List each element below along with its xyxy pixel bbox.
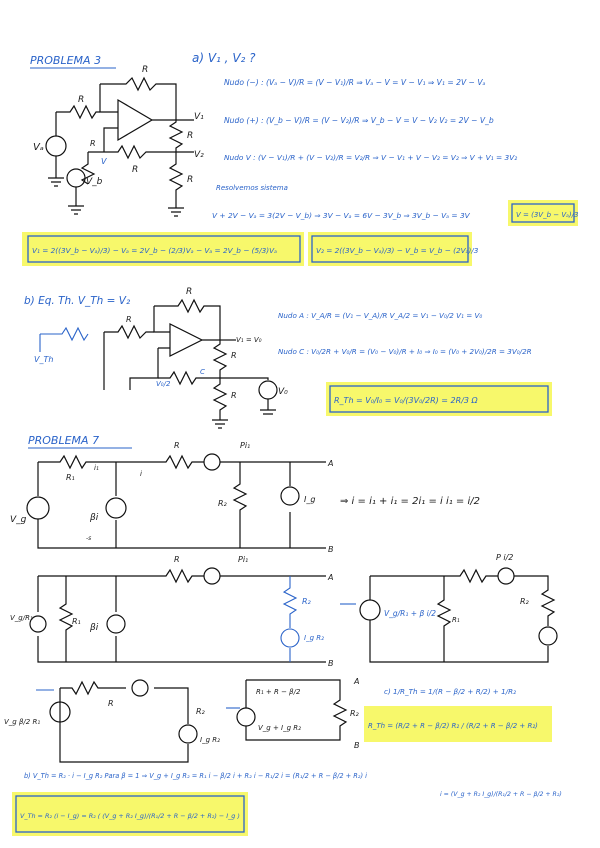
label-r-mid: R	[187, 131, 194, 141]
top-wire-c	[370, 570, 498, 582]
dependent-current-source-b	[107, 615, 125, 633]
label-i: i	[140, 470, 142, 478]
eq-node-minus: Nudo (−) : (Vₐ − V)/R = (V − V₁)/R ⇒ Vₐ − V = V − V₁ ⇒ V₁ = 2V − Vₐ	[224, 78, 486, 87]
circuit-7d	[4, 680, 220, 762]
opamp-symbol	[118, 100, 152, 140]
label-r-b1: R	[231, 351, 237, 360]
label-a-e: A	[354, 677, 360, 686]
label-node-v: V	[101, 157, 107, 166]
wire	[104, 128, 118, 152]
ground	[68, 187, 84, 214]
resistor-r1-c	[438, 576, 450, 662]
circuit-7a	[10, 441, 334, 554]
label-vo-src: V₀	[278, 387, 288, 397]
result-rth-b: R_Th = V₀/I₀ = V₀/(3V₀/2R) = 2R/3 Ω	[334, 396, 478, 405]
ground	[260, 399, 276, 414]
label-beta-i-b: βi	[90, 623, 99, 633]
resistor-in-b	[104, 326, 154, 338]
ground	[212, 420, 228, 428]
circuit-b	[34, 287, 288, 428]
problem3-title: PROBLEMA 3	[30, 54, 102, 67]
resistor-r-b3	[214, 378, 226, 420]
loop-c	[370, 576, 554, 662]
label-pi2: P i/2	[496, 553, 514, 562]
label-r1: R₁	[66, 473, 75, 482]
dependent-current-source	[106, 498, 126, 518]
source-vo	[259, 381, 277, 399]
wire	[154, 306, 170, 332]
label-r2-d: R₂	[196, 707, 205, 716]
label-r2: R₂	[218, 499, 227, 508]
label-va: Vₐ	[33, 142, 44, 153]
label-r-ground: R	[90, 139, 96, 148]
thevenin-resistor	[40, 328, 88, 340]
resistor-r-low	[170, 152, 182, 208]
label-igr2-d: I_g R₂	[200, 736, 220, 744]
resistor-r2	[234, 462, 246, 548]
label-v2: V₂	[194, 150, 204, 160]
eq-i-result: i = (V_g + R₂ I_g)/(R₁/2 + R − β/2 + R₂)	[440, 791, 562, 798]
label-r-feedback: R	[142, 65, 149, 75]
label-vo2: V₀/2	[156, 380, 171, 388]
label-b: B	[328, 545, 334, 554]
label-v1: V₁	[194, 112, 204, 122]
label-v1-vo: V₁ = V₀	[236, 336, 262, 344]
circuit-7c	[340, 553, 557, 662]
part-a-question: a) V₁ , V₂ ?	[192, 51, 256, 65]
result-rth: R_Th = (R/2 + R − β/2) R₂ / (R/2 + R − β/2 + R₂)	[368, 722, 538, 730]
resistor-r1-b	[60, 576, 72, 662]
label-pi1-b: Pi₁	[238, 555, 249, 564]
label-r2-b: R₂	[302, 597, 311, 606]
ground	[168, 208, 184, 216]
label-r-in-b: R	[126, 315, 132, 324]
label-ig: I_g	[304, 495, 316, 504]
wire	[220, 378, 268, 380]
eq-node-a: Nudo A : V_A/R = (V₁ − V_A)/R V_A/2 = V₁ − V₀/2 V₁ = V₀	[278, 311, 483, 320]
wire	[100, 84, 118, 112]
label-source-e: V_g + I_g R₂	[258, 724, 301, 732]
label-series-r: R₁ + R − β/2	[256, 688, 301, 696]
dependent-source-pi1	[204, 454, 220, 470]
resistor-r-in	[56, 106, 100, 118]
top-wire-resistors	[38, 456, 204, 468]
source-va	[46, 136, 66, 156]
resistor-r-mid	[170, 120, 182, 152]
eq-system: V + 2V − Vₐ = 3(2V − V_b) ⇒ 3V − Vₐ = 6V − 3V_b ⇒ 3V_b − Vₐ = 3V	[212, 211, 470, 220]
eq-node-plus: Nudo (+) : (V_b − V)/R = (V − V₂)/R ⇒ V_b − V = V − V₂ V₂ = 2V − V_b	[224, 116, 494, 125]
dependent-source-d	[132, 680, 148, 696]
resistor-r-b1	[214, 340, 226, 378]
label-i1: i₁	[94, 464, 99, 472]
current-source-ig	[281, 487, 299, 505]
resistor-r2-b	[284, 576, 296, 662]
label-r-in: R	[78, 95, 85, 105]
label-beta-i: βi	[90, 513, 99, 523]
label-r-fb-b: R	[186, 287, 193, 297]
eq-node-v: Nudo V : (V − V₁)/R + (V − V₂)/R = V₂/R ⇒ V − V₁ + V − V₂ = V₂ ⇒ V + V₁ = 3V₂	[224, 153, 518, 162]
label-r2-e: R₂	[350, 709, 359, 718]
label-pi1: Pi₁	[240, 441, 251, 450]
dependent-source-pi2	[498, 568, 514, 584]
label-node-c: C	[200, 368, 205, 376]
result-v2: V₂ = 2((3V_b − Vₐ)/3) − V_b = V_b − (2Vₐ)/3	[316, 246, 479, 255]
label-vth: V_Th	[34, 355, 54, 364]
feedback-resistor	[100, 78, 176, 120]
result-v: V = (3V_b − Vₐ)/3	[516, 211, 579, 219]
label-norton-src: V_g/R₁ + β i/2	[384, 609, 436, 618]
norton-source	[360, 600, 380, 620]
eq-vth: b) V_Th = R₂ · i − I_g R₂ Para β = 1 ⇒ V_g + I_g R₂ = R₁ i − β/2 i + R₂ i − R₁/2 i = (R₁/2 + R − β/2 + R₂) i	[24, 772, 367, 780]
wire	[38, 576, 326, 662]
resolve-note: Resolvemos sistema	[216, 184, 288, 192]
ground	[48, 156, 64, 186]
label-igr2: I_g R₂	[304, 634, 324, 642]
label-r-bottom: R	[132, 165, 139, 175]
bottom-wire	[38, 519, 326, 548]
label-b-e: B	[354, 741, 360, 750]
feedback-resistor-b	[154, 300, 220, 340]
label-r1-c: R₁	[452, 616, 460, 624]
dependent-source-pi1-b	[204, 568, 220, 584]
source-vg	[27, 497, 49, 519]
circuit-7e	[226, 677, 360, 750]
eq-node-c: Nudo C : V₀/2R + V₀/R = (V₀ − V₀)/R + I₀ ⇒ I₀ = (V₀ + 2V₀)/2R = 3V₀/2R	[278, 347, 532, 356]
label-b-b: B	[328, 659, 334, 668]
eq-i-relation: ⇒ i = i₁ + i₁ = 2i₁ = i i₁ = i/2	[340, 496, 480, 507]
result-v1: V₁ = 2((3V_b − Vₐ)/3) − Vₐ = 2V_b − (2/3)Vₐ − Vₐ = 2V_b − (5/3)Vₐ	[32, 246, 277, 255]
source-e	[237, 708, 255, 726]
label-s: -s	[86, 535, 92, 542]
source-vb	[67, 169, 85, 187]
eq-rth-c: c) 1/R_Th = 1/(R − β/2 + R/2) + 1/R₂	[384, 687, 516, 696]
label-r-b: R	[174, 555, 180, 564]
label-source-d: V_g β/2 R₁	[4, 718, 41, 726]
source-igr2-d	[179, 725, 197, 743]
source-igr2	[281, 629, 299, 647]
part-b-title: b) Eq. Th. V_Th = V₂	[24, 295, 131, 307]
problem7-title: PROBLEMA 7	[28, 434, 100, 447]
label-vg-r1: V_g/R₁	[10, 614, 33, 622]
opamp-symbol-b	[170, 324, 202, 356]
label-r-low: R	[187, 175, 194, 185]
label-r: R	[174, 441, 180, 450]
label-a-b: A	[328, 573, 334, 582]
label-r1-b: R₁	[72, 617, 81, 626]
circuit-a	[33, 65, 204, 216]
source-igr2-c	[539, 627, 557, 645]
label-r-d: R	[108, 699, 114, 708]
label-a: A	[328, 459, 334, 468]
top-wire-b	[38, 570, 204, 582]
circuit-7b	[10, 555, 334, 668]
label-vb: V_b	[86, 177, 103, 187]
result-vth: V_Th = R₂ (i − I_g) = R₂ ( (V_g + R₂ I_g)/(R₁/2 + R − β/2 + R₂) − I_g )	[20, 812, 240, 820]
label-r-b3: R	[231, 391, 237, 400]
loop-d	[60, 682, 188, 762]
label-r2-c: R₂	[520, 597, 529, 606]
label-vg: V_g	[10, 515, 27, 525]
